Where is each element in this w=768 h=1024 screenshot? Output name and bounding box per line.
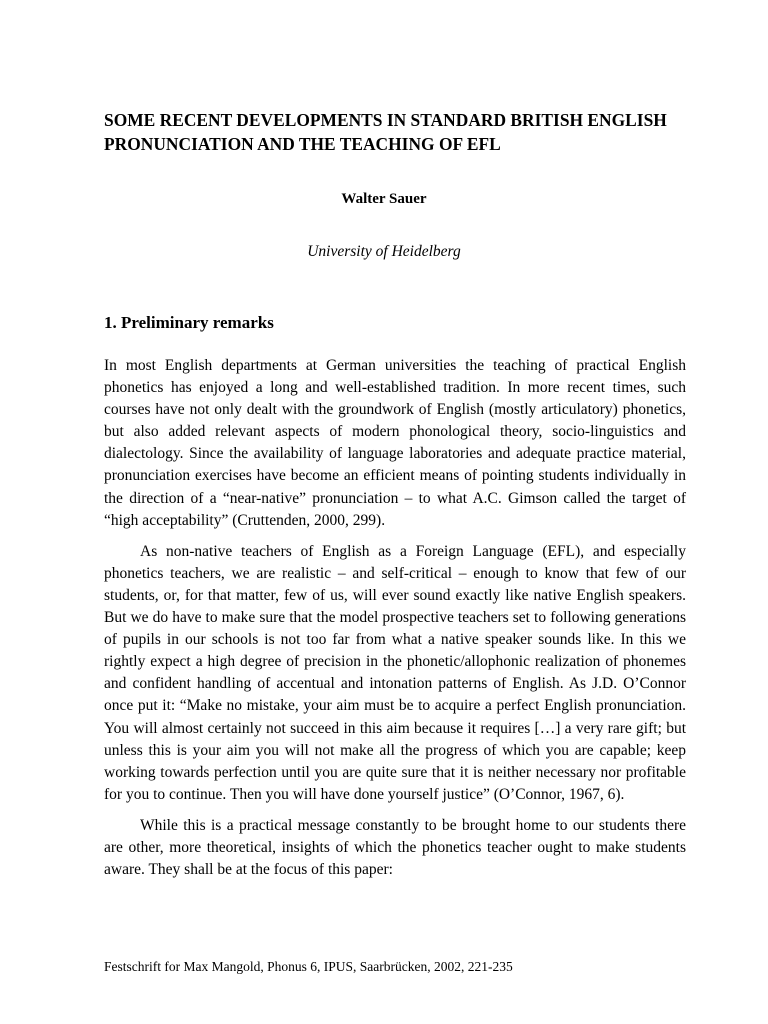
author-affiliation: University of Heidelberg (307, 243, 461, 260)
paragraph-1: In most English departments at German universities the teaching of practical English phonetics has enjoyed a long and well-established tradition. In more recent times, such courses have not only dealt with the groundwork of English (mostly articulatory) phonetics, but also added relevant aspects of modern phonological theory, socio-linguistics and dialectology. Since the availability of language laboratories and adequate practice material, pronunciation exercises have become an efficient means of pointing students individually in the direction of a “near-native” pronunciation – to what A.C. Gimson called the target of “high acceptability” (Cruttenden, 2000, 299). (104, 357, 686, 529)
section-heading: 1. Preliminary remarks (104, 313, 274, 332)
paragraph-2: As non-native teachers of English as a Foreign Language (EFL), and especially phonetics teachers, we are realistic – and self-critical – enough to know that few of our students, or, for that matter, few of us, will ever sound exactly like native English speakers. But we do have to make sure that the model prospective teachers set to following generations of pupils in our schools is not too far from what a native speaker sounds like. In this we rightly expect a high degree of precision in the phonetic/allophonic realization of phonemes and confident handling of accentual and intonation patterns of English. As J.D. O’Connor once put it: “Make no mistake, your aim must be to acquire a perfect English pronunciation. You will almost certainly not succeed in this aim because it requires […] a very rare gift; but unless this is your aim you will not make all the progress of which you are capable; keep working towards perfection until you are quite sure that it is neither necessary nor profitable for you to continue. Then you will have done yourself justice” (O’Connor, 1967, 6). (104, 542, 686, 803)
paragraph-3: While this is a practical message constantly to be brought home to our students there are other, more theoretical, insights of which the phonetics teacher ought to make students aware. They shall be at the focus of this paper: (104, 816, 686, 879)
author-name: Walter Sauer (341, 191, 427, 207)
paper-title: SOME RECENT DEVELOPMENTS IN STANDARD BRITISH ENGLISH PRONUNCIATION AND THE TEACHING OF EFL (104, 110, 667, 154)
body-text (104, 355, 686, 890)
footer-citation: Festschrift for Max Mangold, Phonus 6, IPUS, Saarbrücken, 2002, 221-235 (104, 959, 513, 974)
